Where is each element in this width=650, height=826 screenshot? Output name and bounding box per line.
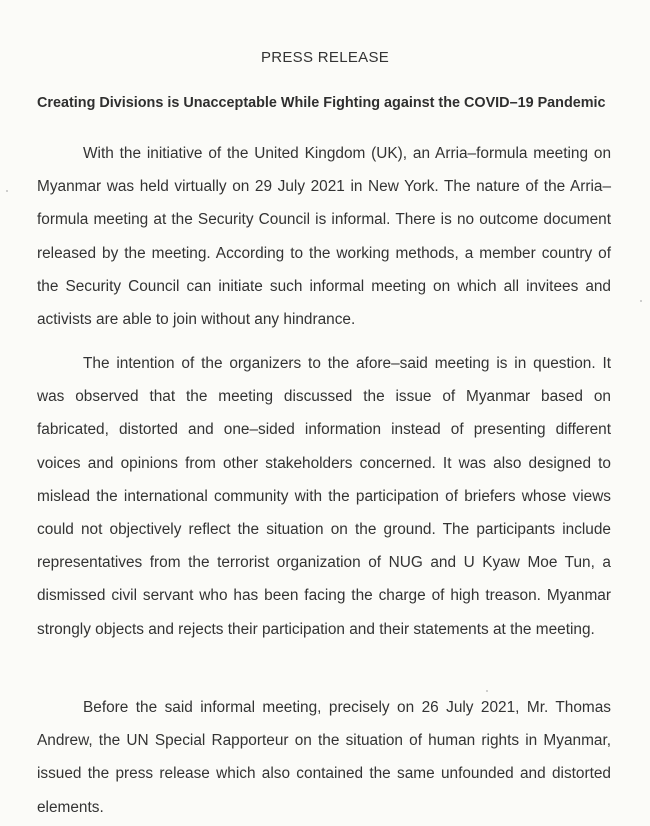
document-label: PRESS RELEASE — [260, 49, 390, 66]
scan-speck — [640, 300, 642, 302]
paragraph-1: With the initiative of the United Kingdom (UK), an Arria–formula meeting on Myanmar was held virtually on 29 July 2021 in New York. The nature of the Arria–formula meeting at the Security Council is informal. There is no outcome document released by the meeting. According to the working methods, a member country of the Security Council can initiate such informal meeting on which all invitees and activists are able to join without any hindrance. — [37, 145, 611, 329]
paragraph-2: The intention of the organizers to the afore–said meeting is in question. It was observed that the meeting discussed the issue of Myanmar based on fabricated, distorted and one–sided information instead of presenting different voices and opinions from other stakeholders concerned. It was also designed to mislead the international community with the participation of briefers whose views could not objectively reflect the situation on the ground. The participants include representatives from the terrorist organization of NUG and U Kyaw Moe Tun, a dismissed civil servant who has been facing the charge of high treason. Myanmar strongly objects and rejects their participation and their statements at the meeting. — [37, 355, 611, 638]
paragraph-3: Before the said informal meeting, precisely on 26 July 2021, Mr. Thomas Andrew, the UN Special Rapporteur on the situation of human rights in Myanmar, issued the press release which also contained the same unfounded and distorted elements. — [37, 699, 611, 816]
scan-speck — [486, 690, 488, 692]
scan-speck — [6, 190, 8, 192]
headline: Creating Divisions is Unacceptable While Fighting against the COVID–19 Pandemic — [37, 95, 606, 111]
